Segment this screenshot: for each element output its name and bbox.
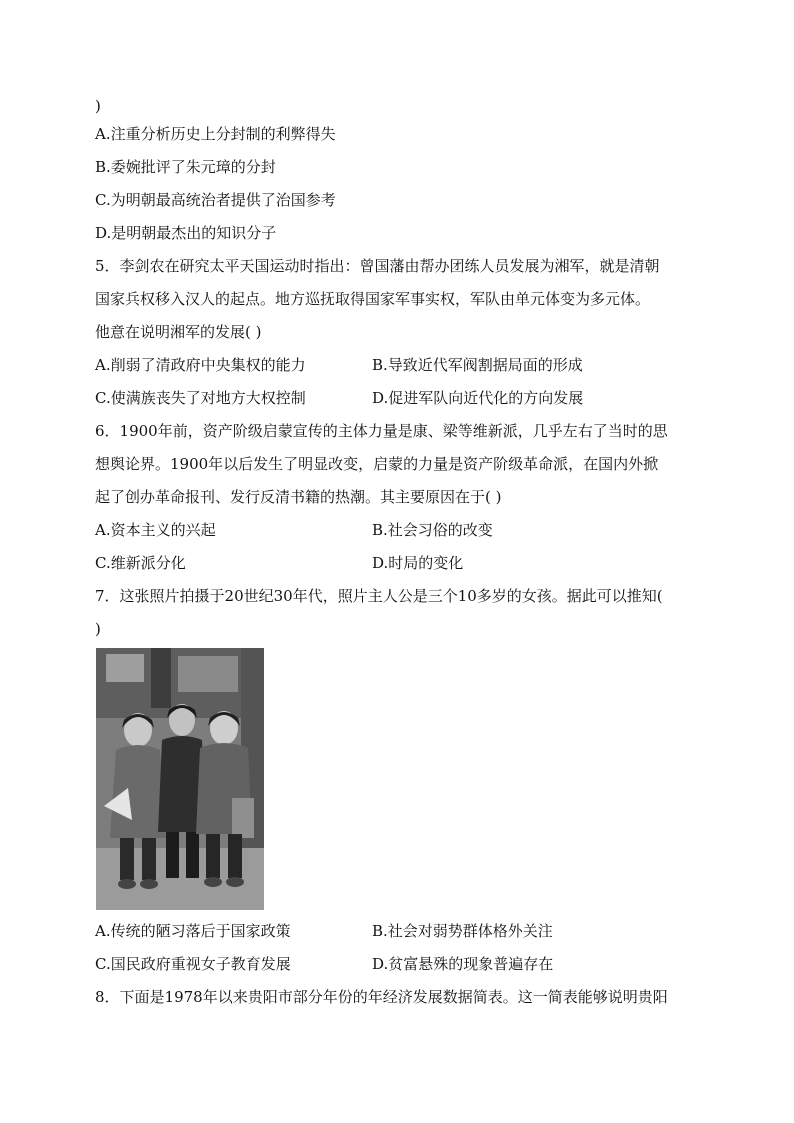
q5-option-b: B.导致近代军阀割据局面的形成 <box>372 356 583 374</box>
q7-option-a: A.传统的陋习落后于国家政策 <box>95 922 291 940</box>
q6-stem-line-3: 起了创办革命报刊、发行反清书籍的热潮。其主要原因在于( ) <box>95 488 502 506</box>
q4-option-a: A.注重分析历史上分封制的利弊得失 <box>95 125 336 143</box>
q4-stem-end: ) <box>95 97 101 115</box>
q5-option-a: A.削弱了清政府中央集权的能力 <box>95 356 306 374</box>
q4-option-d: D.是明朝最杰出的知识分子 <box>95 224 277 242</box>
q7-stem-line-1: 7．这张照片拍摄于20世纪30年代，照片主人公是三个10多岁的女孩。据此可以推知( <box>95 587 663 605</box>
q6-option-a: A.资本主义的兴起 <box>95 521 216 539</box>
q7-option-c: C.国民政府重视女子教育发展 <box>95 955 291 973</box>
q4-option-b: B.委婉批评了朱元璋的分封 <box>95 158 276 176</box>
q7-option-b: B.社会对弱势群体格外关注 <box>372 922 553 940</box>
q5-stem-line-3: 他意在说明湘军的发展( ) <box>95 323 262 341</box>
q6-option-d: D.时局的变化 <box>372 554 464 572</box>
q6-option-c: C.维新派分化 <box>95 554 186 572</box>
q4-option-c: C.为明朝最高统治者提供了治国参考 <box>95 191 336 209</box>
photo-illustration <box>96 648 264 910</box>
historical-photo-three-girls <box>96 648 264 910</box>
q6-stem-line-2: 想舆论界。1900年以后发生了明显改变，启蒙的力量是资产阶级革命派，在国内外掀 <box>95 455 659 473</box>
q5-stem-line-2: 国家兵权移入汉人的起点。地方巡抚取得国家军事实权，军队由单元体变为多元体。 <box>95 290 651 308</box>
q5-option-c: C.使满族丧失了对地方大权控制 <box>95 389 306 407</box>
q7-option-d: D.贫富悬殊的现象普遍存在 <box>372 955 554 973</box>
q7-stem-line-2: ) <box>95 620 101 638</box>
q6-stem-line-1: 6．1900年前，资产阶级启蒙宣传的主体力量是康、梁等维新派，几乎左右了当时的思 <box>95 422 668 440</box>
q6-option-b: B.社会习俗的改变 <box>372 521 493 539</box>
q5-option-d: D.促进军队向近代化的方向发展 <box>372 389 584 407</box>
q8-stem-line-1: 8．下面是1978年以来贵阳市部分年份的年经济发展数据简表。这一简表能够说明贵阳 <box>95 988 668 1006</box>
q5-stem-line-1: 5．李剑农在研究太平天国运动时指出：曾国藩由帮办团练人员发展为湘军，就是清朝 <box>95 257 660 275</box>
